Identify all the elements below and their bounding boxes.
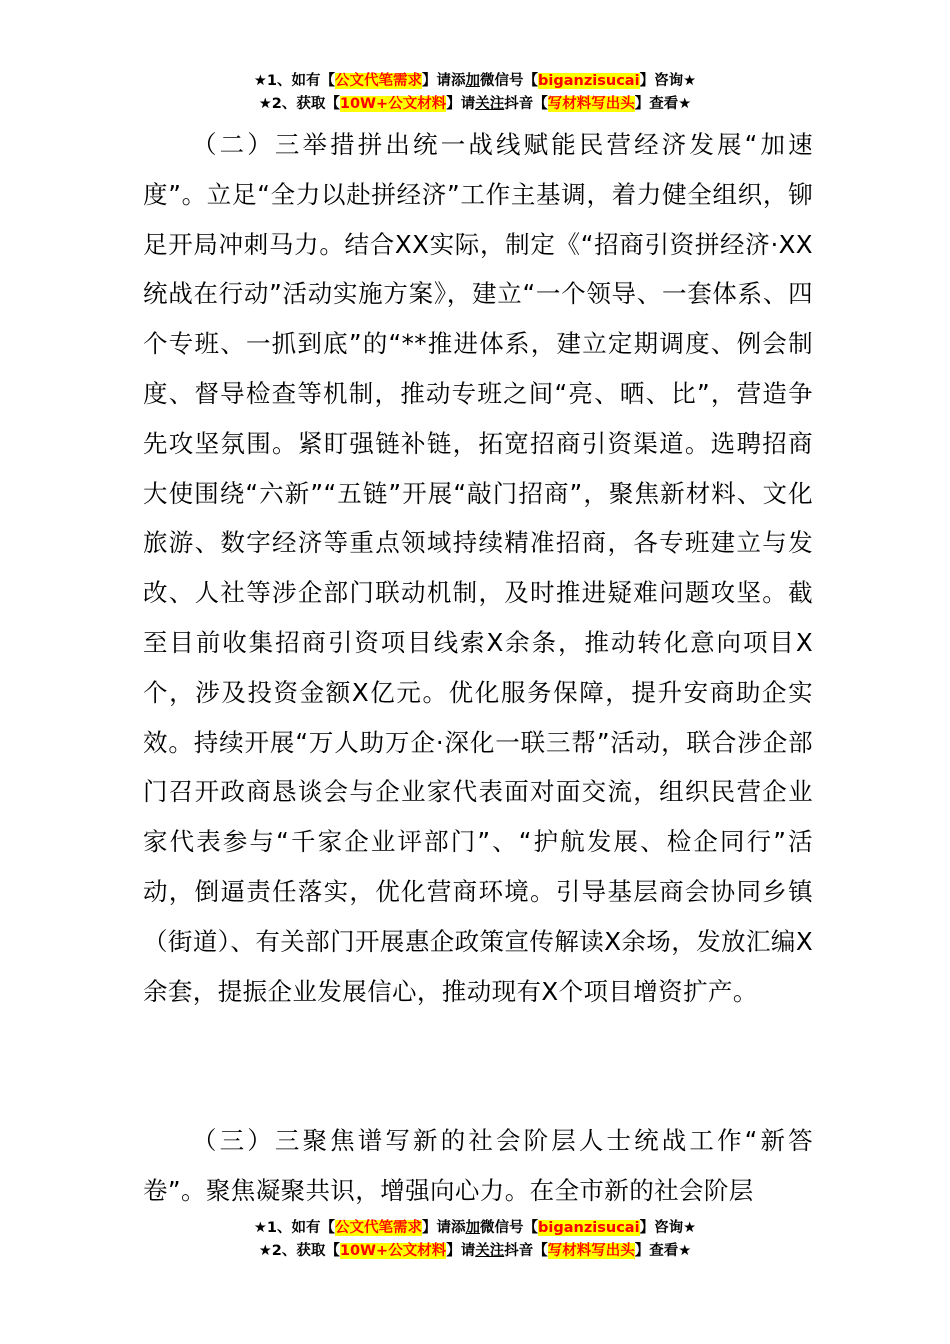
banner-text: ★1、如有【	[253, 73, 336, 89]
banner-highlight: biganzisucai	[538, 73, 640, 89]
banner-line-2	[0, 1240, 950, 1263]
banner-underline: 关注	[475, 1243, 505, 1259]
banner-highlight: 公文代笔需求	[335, 1220, 423, 1236]
banner-underline: 加	[465, 73, 481, 89]
banner-underline: 关注	[475, 96, 505, 112]
banner-highlight: 写材料写出头	[547, 1243, 635, 1259]
banner-line-1	[0, 1217, 950, 1240]
banner-text: ★1、如有【	[253, 1220, 336, 1236]
footer-banner	[0, 1217, 950, 1263]
paragraph-2: （二）三举措拼出统一战线赋能民营经济发展“加速度”。立足“全力以赴拼经济”工作主基调，着力健全组织，铆足开局冲刺马力。结合XX实际，制定《“招商引资拼经济·XX统战在行动”活动实施方案》，建立“一个领导、一套体系、四个专班、一抓到底”的“**推进体系，建立定期调度、例会制度、督导检查等机制，推动专班之间“亮、晒、比”，营造争先攻坚氛围。紧盯强链补链，拓宽招商引资渠道。选聘招商大使围绕“六新”“五链”开展“敲门招商”，聚焦新材料、文化旅游、数字经济等重点领域持续精准招商，各专班建立与发改、人社等涉企部门联动机制，及时推进疑难问题攻坚。截至目前收集招商引资项目线索X余条，推动转化意向项目X个，涉及投资金额X亿元。优化服务保障，提升安商助企实效。持续开展“万人助万企·深化一联三帮”活动，联合涉企部门召开政商恳谈会与企业家代表面对面交流，组织民营企业家代表参与“千家企业评部门”、“护航发展、检企同行”活动，倒逼责任落实，优化营商环境。引导基层商会协同乡镇（街道）、有关部门开展惠企政策宣传解读X余场，发放汇编X余套，提振企业发展信心，推动现有X个项目增资扩产。	[143, 130, 813, 1006]
paragraph-3: （三）三聚焦谱写新的社会阶层人士统战工作“新答卷”。聚焦凝聚共识，增强向心力。在全市新的社会阶层	[143, 1126, 813, 1205]
banner-highlight: 公文代笔需求	[335, 73, 423, 89]
banner-text: 】咨询★	[639, 1220, 697, 1236]
banner-text: 抖音【	[504, 1243, 548, 1259]
banner-highlight: 写材料写出头	[547, 96, 635, 112]
banner-text: 抖音【	[504, 96, 548, 112]
banner-highlight: 10W+公文材料	[339, 96, 447, 112]
banner-text: 】查看★	[634, 96, 692, 112]
banner-text: 】请	[446, 1243, 476, 1259]
body-section-3	[143, 1116, 813, 1216]
banner-text: 】请	[446, 96, 476, 112]
banner-text: 】查看★	[634, 1243, 692, 1259]
banner-text: ★2、获取【	[258, 1243, 340, 1259]
banner-highlight: 10W+公文材料	[339, 1243, 447, 1259]
banner-highlight: biganzisucai	[538, 1220, 640, 1236]
body-section-2	[143, 120, 813, 1016]
banner-text: 】请添	[422, 73, 466, 89]
banner-line-2	[0, 93, 950, 116]
banner-line-1	[0, 70, 950, 93]
banner-text: 】咨询★	[639, 73, 697, 89]
header-banner	[0, 70, 950, 116]
banner-text: 】请添	[422, 1220, 466, 1236]
banner-text: ★2、获取【	[258, 96, 340, 112]
banner-text: 微信号【	[480, 1220, 539, 1236]
banner-underline: 加	[465, 1220, 481, 1236]
banner-text: 微信号【	[480, 73, 539, 89]
